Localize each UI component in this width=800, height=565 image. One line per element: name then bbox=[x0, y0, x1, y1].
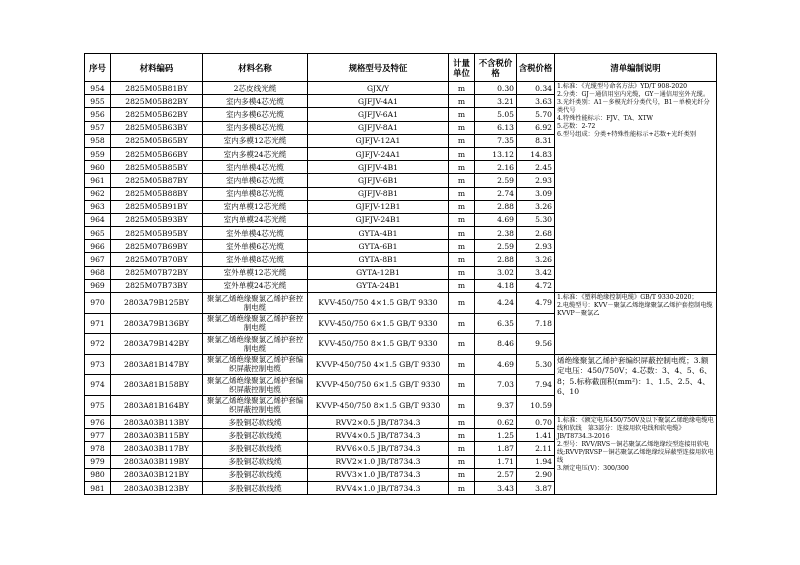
note-line: 1.标准：《光缆型号命名方法》YD/T 908-2020 bbox=[557, 83, 688, 90]
cell-price-in-tax: 2.93 bbox=[517, 174, 555, 187]
cell-seq: 955 bbox=[85, 95, 111, 108]
cell-unit: m bbox=[449, 121, 475, 134]
cell-unit: m bbox=[449, 187, 475, 200]
cell-code: 2803A81B158BY bbox=[111, 375, 203, 396]
cell-code: 2803A03B119BY bbox=[111, 455, 203, 468]
cell-price-ex-tax: 6.13 bbox=[475, 121, 517, 134]
cell-seq: 965 bbox=[85, 227, 111, 240]
cell-seq: 970 bbox=[85, 293, 111, 314]
cell-price-in-tax: 5.30 bbox=[517, 213, 555, 226]
cell-price-in-tax: 6.92 bbox=[517, 121, 555, 134]
cell-spec: KVVP-450/750 4×1.5 GB/T 9330 bbox=[308, 354, 449, 375]
cell-price-in-tax: 3.09 bbox=[517, 187, 555, 200]
cell-unit: m bbox=[449, 200, 475, 213]
cell-price-in-tax: 4.79 bbox=[517, 293, 555, 314]
cell-spec: KVVP-450/750 6×1.5 GB/T 9330 bbox=[308, 375, 449, 396]
cell-unit: m bbox=[449, 468, 475, 481]
cell-code: 2825M07B72BY bbox=[111, 266, 203, 279]
cell-seq: 980 bbox=[85, 468, 111, 481]
cell-seq: 959 bbox=[85, 147, 111, 160]
cell-price-in-tax: 10.59 bbox=[517, 395, 555, 416]
cell-unit: m bbox=[449, 95, 475, 108]
cell-code: 2803A03B123BY bbox=[111, 481, 203, 494]
cell-price-ex-tax: 1.87 bbox=[475, 442, 517, 455]
table-body bbox=[85, 82, 717, 495]
cell-price-ex-tax: 7.03 bbox=[475, 375, 517, 396]
cell-unit: m bbox=[449, 442, 475, 455]
cell-name: 室外单模6芯光缆 bbox=[203, 240, 308, 253]
note-line: 5.芯数：2-72 bbox=[557, 123, 596, 130]
cell-spec: GJFJV-8B1 bbox=[308, 187, 449, 200]
note-kvvp bbox=[555, 354, 717, 416]
cell-seq: 974 bbox=[85, 375, 111, 396]
cell-seq: 977 bbox=[85, 429, 111, 442]
cell-name: 多股铜芯软线缆 bbox=[203, 416, 308, 429]
cell-unit: m bbox=[449, 416, 475, 429]
cell-name: 室内单模8芯光缆 bbox=[203, 187, 308, 200]
cell-spec: RVV2×0.5 JB/T8734.3 bbox=[308, 416, 449, 429]
cell-name: 室内多模12芯光缆 bbox=[203, 134, 308, 147]
note-line: 1.标准：《塑料绝缘控制电缆》GB/T 9330-2020； bbox=[557, 294, 698, 301]
cell-price-in-tax: 2.11 bbox=[517, 442, 555, 455]
cell-unit: m bbox=[449, 108, 475, 121]
cell-spec: GYTA-4B1 bbox=[308, 227, 449, 240]
cell-spec: KVVP-450/750 8×1.5 GB/T 9330 bbox=[308, 395, 449, 416]
cell-code: 2803A81B147BY bbox=[111, 354, 203, 375]
cell-price-ex-tax: 6.35 bbox=[475, 313, 517, 334]
cell-name: 聚氯乙烯绝缘聚氯乙烯护套编织屏蔽控制电缆 bbox=[203, 375, 308, 396]
cell-price-in-tax: 2.90 bbox=[517, 468, 555, 481]
cell-seq: 972 bbox=[85, 334, 111, 355]
cell-price-ex-tax: 4.18 bbox=[475, 279, 517, 292]
note-line: 2.电缆型号：KVV－聚氯乙烯绝缘聚氯乙烯护套控制电缆 KVVP－聚氯乙 bbox=[557, 302, 719, 317]
cell-seq: 975 bbox=[85, 395, 111, 416]
cell-seq: 981 bbox=[85, 481, 111, 494]
cell-price-ex-tax: 0.30 bbox=[475, 82, 517, 95]
cell-name: 室内单模6芯光缆 bbox=[203, 174, 308, 187]
cell-unit: m bbox=[449, 429, 475, 442]
cell-name: 室内多模6芯光缆 bbox=[203, 108, 308, 121]
cell-code: 2803A79B136BY bbox=[111, 313, 203, 334]
cell-code: 2825M07B69BY bbox=[111, 240, 203, 253]
cell-name: 室内单模4芯光缆 bbox=[203, 161, 308, 174]
cell-price-ex-tax: 13.12 bbox=[475, 147, 517, 160]
cell-price-ex-tax: 0.62 bbox=[475, 416, 517, 429]
cell-code: 2803A79B142BY bbox=[111, 334, 203, 355]
cell-unit: m bbox=[449, 455, 475, 468]
cell-price-in-tax: 2.68 bbox=[517, 227, 555, 240]
cell-price-ex-tax: 9.37 bbox=[475, 395, 517, 416]
cell-unit: m bbox=[449, 174, 475, 187]
cell-seq: 964 bbox=[85, 213, 111, 226]
cell-unit: m bbox=[449, 266, 475, 279]
cell-name: 聚氯乙烯绝缘聚氯乙烯护套编织屏蔽控制电缆 bbox=[203, 354, 308, 375]
cell-price-ex-tax: 4.69 bbox=[475, 354, 517, 375]
cell-name: 室外单模4芯光缆 bbox=[203, 227, 308, 240]
cell-spec: GJFJV-4A1 bbox=[308, 95, 449, 108]
note-line: 1.标准：《额定电压450/750V及以下聚氯乙烯绝缘电缆电线和软线 第3部分：连接用软电线和软电缆》JB/T8734.3-2016 bbox=[557, 417, 714, 440]
cell-unit: m bbox=[449, 313, 475, 334]
note-line: 2.分类：GJ－通信用室内光缆，GY－通信用室外光缆。 bbox=[557, 91, 710, 98]
cell-unit: m bbox=[449, 134, 475, 147]
cell-price-in-tax: 3.87 bbox=[517, 481, 555, 494]
cell-name: 多股铜芯软线缆 bbox=[203, 442, 308, 455]
table-row bbox=[85, 416, 717, 429]
cell-spec: GJFJV-6A1 bbox=[308, 108, 449, 121]
cell-spec: GJFJV-8A1 bbox=[308, 121, 449, 134]
cell-price-ex-tax: 2.74 bbox=[475, 187, 517, 200]
note-line: 4.特殊性能标示：FJV、TA、XTW bbox=[557, 115, 653, 122]
cell-spec: GJFJV-24B1 bbox=[308, 213, 449, 226]
cell-code: 2803A03B115BY bbox=[111, 429, 203, 442]
cell-code: 2825M05B82BY bbox=[111, 95, 203, 108]
cell-spec: GYTA-6B1 bbox=[308, 240, 449, 253]
header-price-ex-tax: 不含税价 格 bbox=[475, 54, 517, 82]
cell-price-in-tax: 8.31 bbox=[517, 134, 555, 147]
cell-name: 室外单模12芯光缆 bbox=[203, 266, 308, 279]
note-kvv bbox=[555, 293, 717, 355]
cell-seq: 957 bbox=[85, 121, 111, 134]
cell-spec: KVV-450/750 8×1.5 GB/T 9330 bbox=[308, 334, 449, 355]
cell-code: 2825M05B65BY bbox=[111, 134, 203, 147]
cell-price-in-tax: 3.42 bbox=[517, 266, 555, 279]
header-price-in-tax: 含税价格 bbox=[517, 54, 555, 82]
cell-seq: 967 bbox=[85, 253, 111, 266]
cell-seq: 968 bbox=[85, 266, 111, 279]
cell-code: 2803A03B113BY bbox=[111, 416, 203, 429]
cell-name: 室外单模24芯光缆 bbox=[203, 279, 308, 292]
cell-price-ex-tax: 8.46 bbox=[475, 334, 517, 355]
cell-unit: m bbox=[449, 82, 475, 95]
cell-name: 室内单模24芯光缆 bbox=[203, 213, 308, 226]
note-line: 6.型号组成：分类+特殊性能标示+芯数+光纤类别 bbox=[557, 131, 697, 138]
cell-name: 聚氯乙烯绝缘聚氯乙烯护套控制电缆 bbox=[203, 313, 308, 334]
cell-name: 室内单模12芯光缆 bbox=[203, 200, 308, 213]
header-name: 材料名称 bbox=[203, 54, 308, 82]
cell-price-in-tax: 14.83 bbox=[517, 147, 555, 160]
cell-price-in-tax: 0.34 bbox=[517, 82, 555, 95]
cell-code: 2825M07B70BY bbox=[111, 253, 203, 266]
cell-price-ex-tax: 7.35 bbox=[475, 134, 517, 147]
cell-code: 2825M05B62BY bbox=[111, 108, 203, 121]
cell-spec: RVV3×1.0 JB/T8734.3 bbox=[308, 468, 449, 481]
cell-price-in-tax: 3.26 bbox=[517, 200, 555, 213]
cell-code: 2825M05B66BY bbox=[111, 147, 203, 160]
cell-price-in-tax: 5.30 bbox=[517, 354, 555, 375]
cell-price-in-tax: 9.56 bbox=[517, 334, 555, 355]
cell-seq: 962 bbox=[85, 187, 111, 200]
cell-code: 2803A79B125BY bbox=[111, 293, 203, 314]
header-code: 材料编码 bbox=[111, 54, 203, 82]
cell-name: 室内多模4芯光缆 bbox=[203, 95, 308, 108]
table-row bbox=[85, 354, 717, 375]
cell-price-ex-tax: 2.57 bbox=[475, 468, 517, 481]
cell-price-ex-tax: 3.02 bbox=[475, 266, 517, 279]
cell-price-in-tax: 3.26 bbox=[517, 253, 555, 266]
cell-unit: m bbox=[449, 481, 475, 494]
cell-price-in-tax: 2.93 bbox=[517, 240, 555, 253]
header-spec: 规格型号及特征 bbox=[308, 54, 449, 82]
cell-code: 2825M05B88BY bbox=[111, 187, 203, 200]
cell-unit: m bbox=[449, 375, 475, 396]
cell-price-in-tax: 5.70 bbox=[517, 108, 555, 121]
cell-price-in-tax: 1.41 bbox=[517, 429, 555, 442]
cell-spec: RVV6×0.5 JB/T8734.3 bbox=[308, 442, 449, 455]
cell-code: 2825M05B85BY bbox=[111, 161, 203, 174]
cell-price-ex-tax: 5.05 bbox=[475, 108, 517, 121]
cell-name: 多股铜芯软线缆 bbox=[203, 429, 308, 442]
cell-seq: 973 bbox=[85, 354, 111, 375]
cell-code: 2803A81B164BY bbox=[111, 395, 203, 416]
cell-unit: m bbox=[449, 334, 475, 355]
cell-name: 聚氯乙烯绝缘聚氯乙烯护套编织屏蔽控制电缆 bbox=[203, 395, 308, 416]
cell-spec: GJFJV-12A1 bbox=[308, 134, 449, 147]
cell-price-ex-tax: 2.59 bbox=[475, 174, 517, 187]
cell-code: 2825M05B93BY bbox=[111, 213, 203, 226]
table-row bbox=[85, 293, 717, 314]
cell-unit: m bbox=[449, 253, 475, 266]
cell-name: 室内多模24芯光缆 bbox=[203, 147, 308, 160]
price-list-table bbox=[84, 53, 717, 495]
cell-price-ex-tax: 1.25 bbox=[475, 429, 517, 442]
cell-price-ex-tax: 3.43 bbox=[475, 481, 517, 494]
cell-spec: GYTA-24B1 bbox=[308, 279, 449, 292]
cell-name: 2芯皮线光缆 bbox=[203, 82, 308, 95]
cell-name: 聚氯乙烯绝缘聚氯乙烯护套控制电缆 bbox=[203, 293, 308, 314]
cell-seq: 979 bbox=[85, 455, 111, 468]
cell-unit: m bbox=[449, 240, 475, 253]
cell-seq: 961 bbox=[85, 174, 111, 187]
cell-code: 2825M05B91BY bbox=[111, 200, 203, 213]
cell-price-in-tax: 2.45 bbox=[517, 161, 555, 174]
header-unit: 计量单位 bbox=[449, 54, 475, 82]
cell-unit: m bbox=[449, 213, 475, 226]
note-line: 3.额定电压(V)：300/300 bbox=[557, 465, 629, 472]
cell-price-in-tax: 7.94 bbox=[517, 375, 555, 396]
cell-price-ex-tax: 4.69 bbox=[475, 213, 517, 226]
cell-price-in-tax: 4.72 bbox=[517, 279, 555, 292]
cell-name: 聚氯乙烯绝缘聚氯乙烯护套控制电缆 bbox=[203, 334, 308, 355]
cell-name: 室外单模8芯光缆 bbox=[203, 253, 308, 266]
note-line: 烯绝缘聚氯乙烯护套编织屏蔽控制电缆；3.额定电压：450/750V；4.芯数：3、4、5、6、8；5.标称截面积(mm²)：1、1.5、2.5、4、6、10 bbox=[557, 355, 712, 396]
cell-seq: 960 bbox=[85, 161, 111, 174]
cell-code: 2803A03B121BY bbox=[111, 468, 203, 481]
cell-code: 2825M05B63BY bbox=[111, 121, 203, 134]
cell-spec: RVV4×0.5 JB/T8734.3 bbox=[308, 429, 449, 442]
cell-name: 多股铜芯软线缆 bbox=[203, 455, 308, 468]
cell-seq: 956 bbox=[85, 108, 111, 121]
cell-unit: m bbox=[449, 395, 475, 416]
note-line: 3.光纤类别：A1－多模光纤分类代号，B1－单模光纤分类代号 bbox=[557, 99, 710, 114]
cell-price-ex-tax: 2.38 bbox=[475, 227, 517, 240]
cell-code: 2825M05B95BY bbox=[111, 227, 203, 240]
cell-name: 室内多模8芯光缆 bbox=[203, 121, 308, 134]
cell-seq: 976 bbox=[85, 416, 111, 429]
cell-seq: 969 bbox=[85, 279, 111, 292]
cell-spec: GYTA-8B1 bbox=[308, 253, 449, 266]
cell-price-ex-tax: 4.24 bbox=[475, 293, 517, 314]
header-row bbox=[85, 54, 717, 82]
cell-price-in-tax: 1.94 bbox=[517, 455, 555, 468]
cell-price-in-tax: 7.18 bbox=[517, 313, 555, 334]
cell-code: 2803A03B117BY bbox=[111, 442, 203, 455]
cell-spec: GJFJV-12B1 bbox=[308, 200, 449, 213]
cell-price-in-tax: 3.63 bbox=[517, 95, 555, 108]
cell-unit: m bbox=[449, 227, 475, 240]
cell-code: 2825M05B81BY bbox=[111, 82, 203, 95]
cell-unit: m bbox=[449, 147, 475, 160]
cell-spec: RVV4×1.0 JB/T8734.3 bbox=[308, 481, 449, 494]
cell-code: 2825M07B73BY bbox=[111, 279, 203, 292]
cell-price-ex-tax: 2.59 bbox=[475, 240, 517, 253]
cell-price-ex-tax: 2.88 bbox=[475, 200, 517, 213]
cell-seq: 978 bbox=[85, 442, 111, 455]
cell-seq: 958 bbox=[85, 134, 111, 147]
cell-spec: GJFJV-24A1 bbox=[308, 147, 449, 160]
cell-seq: 954 bbox=[85, 82, 111, 95]
cell-price-in-tax: 0.70 bbox=[517, 416, 555, 429]
note-rvv bbox=[555, 416, 717, 495]
cell-spec: KVV-450/750 6×1.5 GB/T 9330 bbox=[308, 313, 449, 334]
cell-price-ex-tax: 2.16 bbox=[475, 161, 517, 174]
header-seq: 序号 bbox=[85, 54, 111, 82]
cell-code: 2825M05B87BY bbox=[111, 174, 203, 187]
cell-spec: RVV2×1.0 JB/T8734.3 bbox=[308, 455, 449, 468]
cell-unit: m bbox=[449, 354, 475, 375]
cell-seq: 971 bbox=[85, 313, 111, 334]
cell-seq: 963 bbox=[85, 200, 111, 213]
cell-unit: m bbox=[449, 161, 475, 174]
note-fiber bbox=[555, 82, 717, 293]
header-note: 清单编制说明 bbox=[555, 54, 717, 82]
cell-name: 多股铜芯软线缆 bbox=[203, 481, 308, 494]
cell-unit: m bbox=[449, 293, 475, 314]
table-row bbox=[85, 82, 717, 95]
cell-price-ex-tax: 2.88 bbox=[475, 253, 517, 266]
cell-spec: GJFJV-6B1 bbox=[308, 174, 449, 187]
cell-spec: KVV-450/750 4×1.5 GB/T 9330 bbox=[308, 293, 449, 314]
cell-seq: 966 bbox=[85, 240, 111, 253]
cell-price-ex-tax: 1.71 bbox=[475, 455, 517, 468]
cell-name: 多股铜芯软线缆 bbox=[203, 468, 308, 481]
cell-price-ex-tax: 3.21 bbox=[475, 95, 517, 108]
cell-spec: GJFJV-4B1 bbox=[308, 161, 449, 174]
cell-unit: m bbox=[449, 279, 475, 292]
cell-spec: GJX/Y bbox=[308, 82, 449, 95]
cell-spec: GYTA-12B1 bbox=[308, 266, 449, 279]
note-line: 2.型号：RVV/RVS－铜芯聚氯乙烯绝缘绞型连接用软电线;RVVP/RVSP－铜芯聚氯乙烯绝缘绞屏蔽型连接用软电线 bbox=[557, 441, 714, 464]
